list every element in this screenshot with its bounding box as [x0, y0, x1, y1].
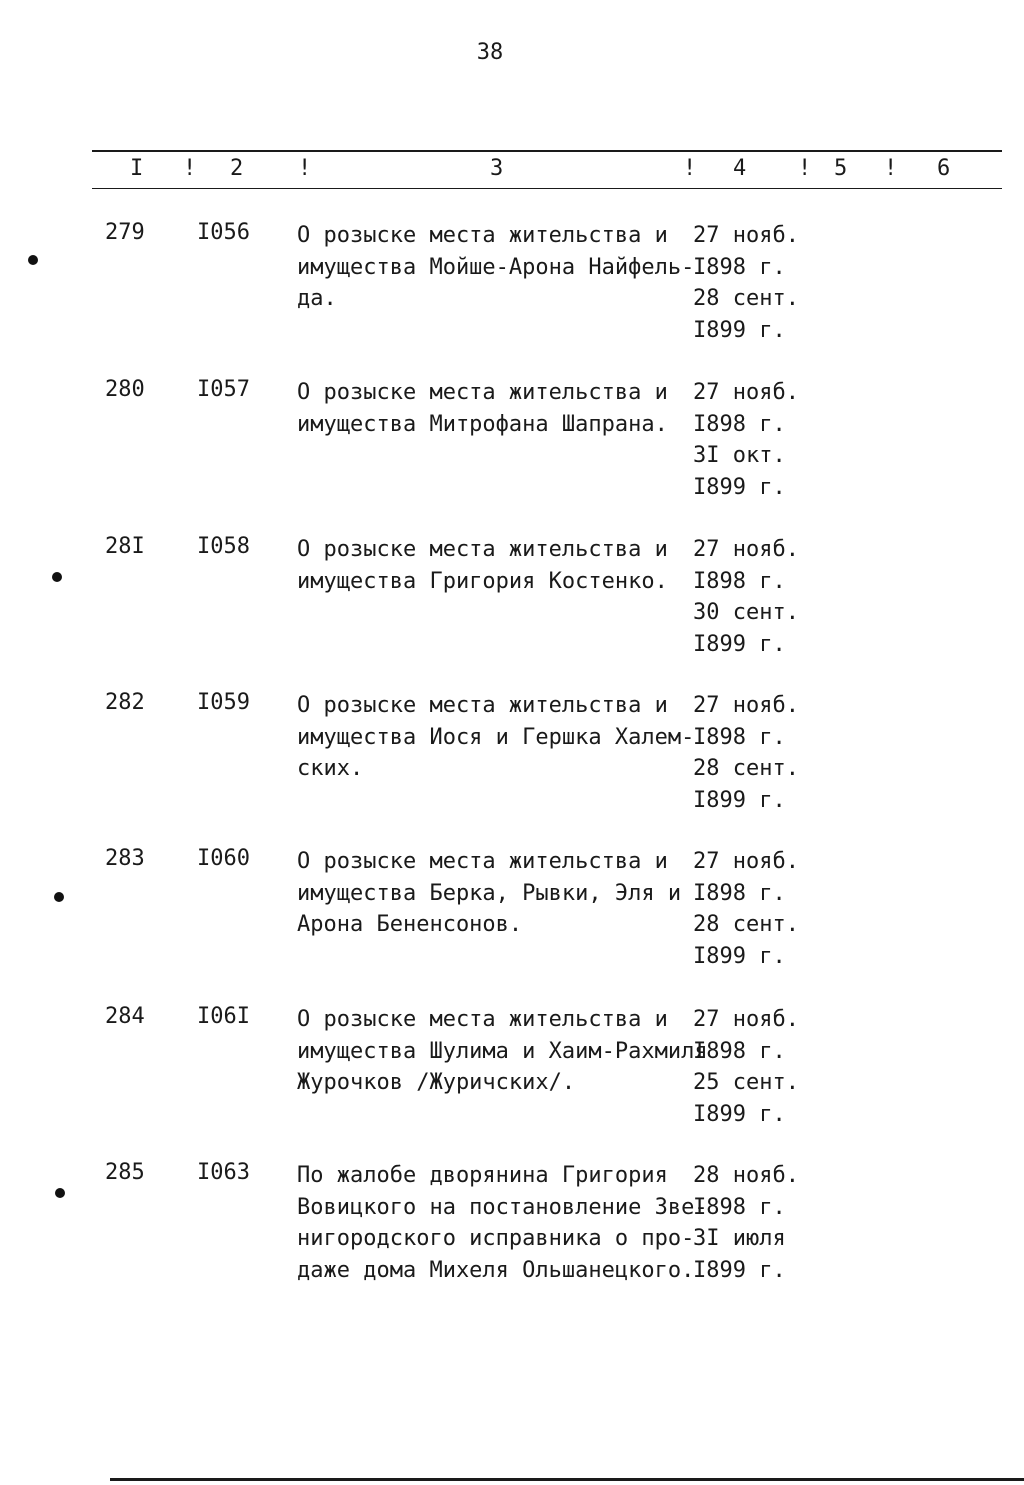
- date-line: I898 г.: [693, 1038, 786, 1064]
- entry-description: [297, 1160, 708, 1286]
- description-line: Журочков /Журичских/.: [297, 1070, 576, 1095]
- entry-number: 28I: [105, 534, 145, 559]
- entry-number: 285: [105, 1160, 145, 1185]
- date-line: I899 г.: [693, 631, 786, 657]
- date-line: I899 г.: [693, 474, 786, 500]
- description-line: О розыске места жительства и: [297, 1007, 668, 1032]
- entry-dates: [693, 1160, 823, 1286]
- description-line: да.: [297, 286, 337, 311]
- description-line: имущества Мойше-Арона Найфель-: [297, 254, 695, 280]
- entry-description: [297, 220, 695, 315]
- column-header-4: 4: [733, 156, 747, 181]
- date-line: I899 г.: [693, 1101, 786, 1127]
- date-line: 27 нояб.: [693, 380, 799, 405]
- entry-number: 279: [105, 220, 145, 245]
- description-line: ских.: [297, 756, 364, 781]
- entry-dates: [693, 534, 823, 660]
- entry-dates: [693, 377, 823, 503]
- description-line: нигородского исправника о про-: [297, 1226, 695, 1251]
- date-line: I898 г.: [693, 724, 786, 750]
- column-header-6: 6: [937, 156, 951, 181]
- date-line: 28 нояб.: [693, 1163, 799, 1188]
- punch-hole-mark: [55, 1188, 65, 1198]
- table-header: [0, 156, 1024, 184]
- entry-dates: [693, 690, 823, 816]
- entry-code: I059: [197, 690, 250, 715]
- entry-code: I056: [197, 220, 250, 245]
- date-line: 27 нояб.: [693, 1007, 799, 1032]
- entry-dates: [693, 1004, 823, 1130]
- entry-dates: [693, 846, 823, 972]
- date-line: I899 г.: [693, 943, 786, 969]
- description-line: О розыске места жительства и: [297, 849, 668, 874]
- description-line: По жалобе дворянина Григория: [297, 1163, 668, 1188]
- punch-hole-mark: [52, 572, 62, 582]
- entry-code: I06I: [197, 1004, 250, 1029]
- description-line: О розыске места жительства и: [297, 380, 668, 405]
- column-separator: !: [183, 156, 197, 181]
- date-line: 28 сент.: [693, 756, 799, 781]
- entry-description: [297, 534, 687, 597]
- description-line: О розыске места жительства и: [297, 693, 668, 718]
- date-line: I898 г.: [693, 254, 786, 280]
- date-line: 28 сент.: [693, 912, 799, 937]
- date-line: I898 г.: [693, 411, 786, 437]
- description-line: имущества Шулима и Хаим-Рахмиля: [297, 1038, 708, 1064]
- date-line: I899 г.: [693, 317, 786, 343]
- date-line: I898 г.: [693, 880, 786, 906]
- column-separator: !: [683, 156, 697, 181]
- date-line: 30 сент.: [693, 600, 799, 625]
- entry-number: 282: [105, 690, 145, 715]
- description-line: даже дома Михеля Ольшанецкого.: [297, 1257, 695, 1283]
- punch-hole-mark: [28, 255, 38, 265]
- date-line: 25 сент.: [693, 1070, 799, 1095]
- column-separator: !: [884, 156, 898, 181]
- table-header-top-rule: [92, 150, 1002, 152]
- column-header-3: 3: [490, 156, 504, 181]
- entry-description: [297, 1004, 708, 1099]
- description-line: имущества Берка, Рывки, Эля и: [297, 880, 682, 906]
- date-line: I899 г.: [693, 787, 786, 813]
- entry-number: 284: [105, 1004, 145, 1029]
- date-line: 28 сент.: [693, 286, 799, 311]
- description-line: имущества Григория Костенко.: [297, 568, 668, 594]
- column-header-5: 5: [834, 156, 848, 181]
- entry-code: I063: [197, 1160, 250, 1185]
- description-line: Вовицкого на постановление Зве-: [297, 1194, 708, 1220]
- description-line: О розыске места жительства и: [297, 223, 668, 248]
- column-header-2: 2: [230, 156, 244, 181]
- punch-hole-mark: [54, 892, 64, 902]
- date-line: 27 нояб.: [693, 693, 799, 718]
- date-line: I898 г.: [693, 1194, 786, 1220]
- date-line: 3I окт.: [693, 443, 786, 468]
- column-header-1: I: [130, 156, 144, 181]
- date-line: 27 нояб.: [693, 223, 799, 248]
- page-bottom-edge: [110, 1478, 1024, 1481]
- column-separator: !: [798, 156, 812, 181]
- column-separator: !: [298, 156, 312, 181]
- description-line: имущества Иося и Гершка Халем-: [297, 724, 695, 750]
- entry-dates: [693, 220, 823, 346]
- description-line: имущества Митрофана Шапрана.: [297, 411, 668, 437]
- entry-number: 283: [105, 846, 145, 871]
- date-line: 27 нояб.: [693, 849, 799, 874]
- description-line: О розыске места жительства и: [297, 537, 668, 562]
- entry-description: [297, 377, 687, 440]
- entry-code: I057: [197, 377, 250, 402]
- entry-description: [297, 846, 687, 941]
- date-line: I898 г.: [693, 568, 786, 594]
- date-line: I899 г.: [693, 1257, 786, 1283]
- entry-code: I060: [197, 846, 250, 871]
- description-line: Арона Бененсонов.: [297, 912, 523, 937]
- table-header-bottom-rule: [92, 188, 1002, 189]
- page-number: 38: [476, 40, 504, 65]
- date-line: 27 нояб.: [693, 537, 799, 562]
- entry-description: [297, 690, 695, 785]
- date-line: 3I июля: [693, 1226, 786, 1251]
- entry-code: I058: [197, 534, 250, 559]
- entry-number: 280: [105, 377, 145, 402]
